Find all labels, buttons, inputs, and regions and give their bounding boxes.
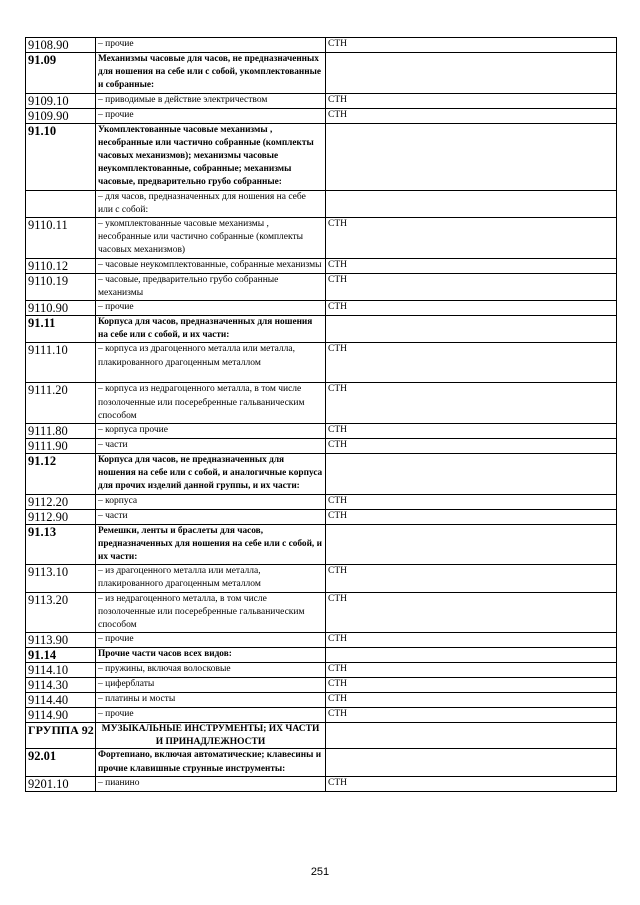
description-cell: – пружины, включая волосковые	[96, 663, 326, 678]
heading-row	[26, 524, 617, 565]
table-row	[26, 678, 617, 693]
description-cell: Корпуса для часов, предназначенных для ношения на себе или с собой, и их части:	[96, 316, 326, 343]
hs-code-cell: 9114.10	[26, 663, 96, 678]
hs-code-cell: 92.01	[26, 749, 96, 776]
heading-row	[26, 648, 617, 663]
description-cell: – прочие	[96, 38, 326, 53]
document-cell	[326, 190, 617, 217]
description-cell: Механизмы часовые для часов, не предназначенных для ношения на себе или с собой, укомплектованные и собранные:	[96, 53, 326, 94]
table-row	[26, 494, 617, 509]
hs-code-cell: 9114.30	[26, 678, 96, 693]
page-number: 251	[310, 866, 330, 878]
table-row	[26, 424, 617, 439]
table-row	[26, 776, 617, 791]
hs-code-cell: 9113.20	[26, 592, 96, 633]
heading-row	[26, 123, 617, 190]
document-cell: СТН	[326, 494, 617, 509]
document-cell: СТН	[326, 218, 617, 259]
hs-code-cell: 9110.90	[26, 301, 96, 316]
table-row	[26, 708, 617, 723]
hs-code-cell: 9110.11	[26, 218, 96, 259]
document-cell	[326, 53, 617, 94]
document-cell	[326, 749, 617, 776]
document-cell: СТН	[326, 633, 617, 648]
document-cell: СТН	[326, 693, 617, 708]
tariff-table	[25, 37, 617, 792]
table-row	[26, 383, 617, 424]
hs-code-cell: 9109.90	[26, 108, 96, 123]
document-cell: СТН	[326, 258, 617, 273]
document-cell	[326, 454, 617, 495]
document-cell	[326, 723, 617, 749]
hs-code-cell: 9112.90	[26, 509, 96, 524]
table-row	[26, 190, 617, 217]
description-cell: – из драгоценного металла или металла, плакированного драгоценным металлом	[96, 565, 326, 592]
table-row	[26, 343, 617, 383]
hs-code-cell: 91.09	[26, 53, 96, 94]
hs-code-cell: 9111.80	[26, 424, 96, 439]
hs-code-cell: 9108.90	[26, 38, 96, 53]
hs-code-cell: 9114.40	[26, 693, 96, 708]
hs-code-cell: 9112.20	[26, 494, 96, 509]
hs-code-cell: 91.14	[26, 648, 96, 663]
hs-code-cell: 9111.20	[26, 383, 96, 424]
description-cell: – укомплектованные часовые механизмы , несобранные или частично собранные (комплекты часовых механизмов)	[96, 218, 326, 259]
document-cell: СТН	[326, 273, 617, 300]
document-cell: СТН	[326, 663, 617, 678]
table-row	[26, 509, 617, 524]
description-cell: – платины и мосты	[96, 693, 326, 708]
description-cell: – приводимые в действие электричеством	[96, 93, 326, 108]
hs-code-cell: 91.11	[26, 316, 96, 343]
description-cell: Укомплектованные часовые механизмы , несобранные или частично собранные (комплекты часовых механизмов); механизмы часовые неукомплектованные, собранные; механизмы часовые, предварительно грубо собранные:	[96, 123, 326, 190]
document-cell: СТН	[326, 439, 617, 454]
description-cell: – прочие	[96, 633, 326, 648]
description-cell: – из недрагоценного металла, в том числе позолоченные или посеребренные гальваническим способом	[96, 592, 326, 633]
hs-code-cell: 9111.90	[26, 439, 96, 454]
description-cell: – корпуса прочие	[96, 424, 326, 439]
hs-code-cell: 9110.19	[26, 273, 96, 300]
description-cell: – части	[96, 509, 326, 524]
table-row	[26, 565, 617, 592]
document-cell: СТН	[326, 708, 617, 723]
heading-row	[26, 53, 617, 94]
table-row	[26, 258, 617, 273]
hs-code-cell: 9111.10	[26, 343, 96, 383]
table-row	[26, 439, 617, 454]
table-row	[26, 273, 617, 300]
table-row	[26, 301, 617, 316]
document-cell: СТН	[326, 565, 617, 592]
document-cell: СТН	[326, 38, 617, 53]
description-cell: – прочие	[96, 301, 326, 316]
document-cell: СТН	[326, 108, 617, 123]
hs-code-cell: 9114.90	[26, 708, 96, 723]
table-row	[26, 592, 617, 633]
hs-code-cell: 9113.90	[26, 633, 96, 648]
section-header-row	[26, 723, 617, 749]
document-cell: СТН	[326, 509, 617, 524]
description-cell: – часовые неукомплектованные, собранные механизмы	[96, 258, 326, 273]
heading-row	[26, 749, 617, 776]
hs-code-cell: 9113.10	[26, 565, 96, 592]
document-cell: СТН	[326, 678, 617, 693]
hs-code-cell	[26, 190, 96, 217]
document-cell: СТН	[326, 301, 617, 316]
description-cell: Ремешки, ленты и браслеты для часов, предназначенных для ношения на себе или с собой, и их части:	[96, 524, 326, 565]
document-cell	[326, 316, 617, 343]
heading-row	[26, 454, 617, 495]
description-cell: – корпуса	[96, 494, 326, 509]
document-cell: СТН	[326, 592, 617, 633]
tariff-table-body	[26, 38, 617, 792]
table-row	[26, 93, 617, 108]
description-cell: – циферблаты	[96, 678, 326, 693]
document-cell: СТН	[326, 343, 617, 383]
document-cell	[326, 524, 617, 565]
table-row	[26, 663, 617, 678]
document-cell: СТН	[326, 776, 617, 791]
table-row	[26, 218, 617, 259]
table-row	[26, 633, 617, 648]
hs-code-cell: 9109.10	[26, 93, 96, 108]
description-cell: Прочие части часов всех видов:	[96, 648, 326, 663]
document-cell	[326, 123, 617, 190]
description-cell: Фортепиано, включая автоматические; клавесины и прочие клавишные струнные инструменты:	[96, 749, 326, 776]
description-cell: – корпуса из драгоценного металла или металла, плакированного драгоценным металлом	[96, 343, 326, 383]
hs-code-cell: 9110.12	[26, 258, 96, 273]
description-cell: – прочие	[96, 108, 326, 123]
description-cell: Корпуса для часов, не предназначенных для ношения на себе или с собой, и аналогичные корпуса для прочих изделий данной группы, и их части:	[96, 454, 326, 495]
hs-code-cell: 91.12	[26, 454, 96, 495]
description-cell: МУЗЫКАЛЬНЫЕ ИНСТРУМЕНТЫ; ИХ ЧАСТИ И ПРИНАДЛЕЖНОСТИ	[96, 723, 326, 749]
description-cell: – части	[96, 439, 326, 454]
hs-code-cell: 9201.10	[26, 776, 96, 791]
hs-code-cell: 91.13	[26, 524, 96, 565]
table-row	[26, 693, 617, 708]
description-cell: – часовые, предварительно грубо собранные механизмы	[96, 273, 326, 300]
table-row	[26, 38, 617, 53]
document-cell: СТН	[326, 383, 617, 424]
description-cell: – пианино	[96, 776, 326, 791]
hs-code-cell: 91.10	[26, 123, 96, 190]
description-cell: – для часов, предназначенных для ношения на себе или с собой:	[96, 190, 326, 217]
document-cell: СТН	[326, 424, 617, 439]
table-row	[26, 108, 617, 123]
document-cell	[326, 648, 617, 663]
document-cell: СТН	[326, 93, 617, 108]
description-cell: – корпуса из недрагоценного металла, в том числе позолоченные или посеребренные гальваническим способом	[96, 383, 326, 424]
description-cell: – прочие	[96, 708, 326, 723]
heading-row	[26, 316, 617, 343]
hs-code-cell: ГРУППА 92	[26, 723, 96, 749]
